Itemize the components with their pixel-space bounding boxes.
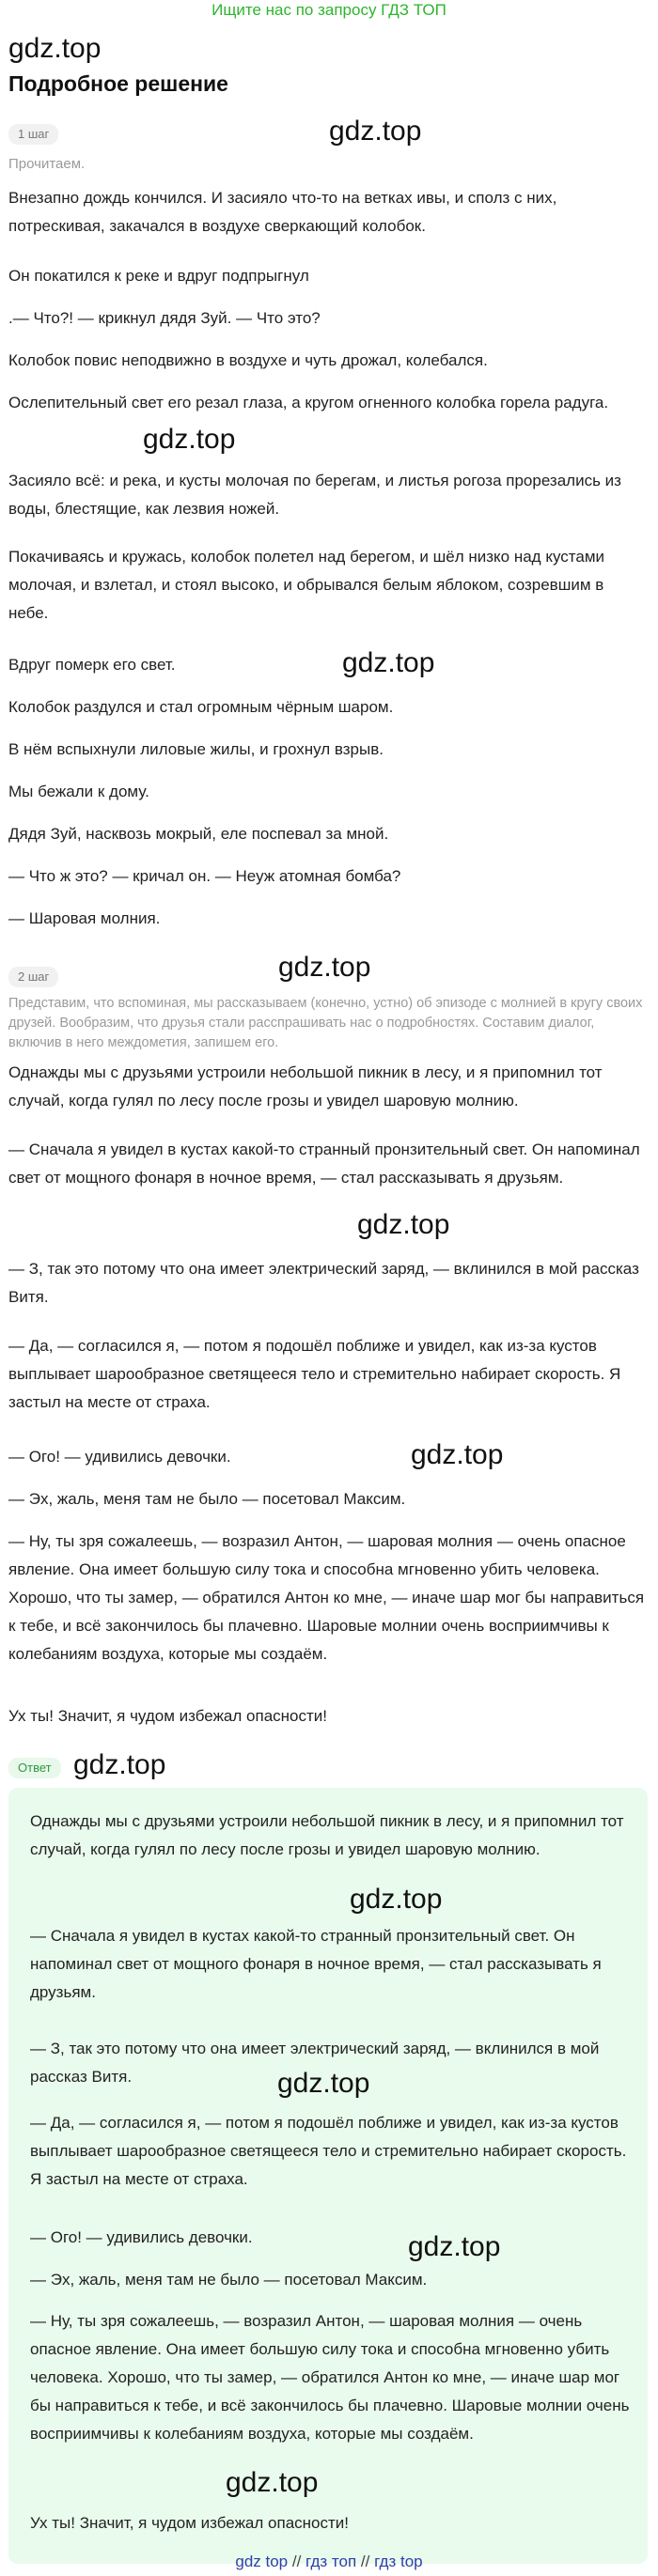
- watermark-logo: gdz.top: [357, 1209, 450, 1240]
- text-paragraph: .— Что?! — крикнул дядя Зуй. — Что это?: [8, 309, 321, 327]
- step-badge-1: 1 шаг: [8, 124, 58, 145]
- footer-links: [0, 2550, 658, 2574]
- step-hint-2: Представим, что вспоминая, мы рассказываем (конечно, устно) об эпизоде с молнией в кругу своих друзей. Вообразим, что друзья стали расспрашивать нас о подробностях. Составим диалог, включив в него междометия, запишем его.: [8, 996, 643, 1050]
- text-paragraph: Колобок раздулся и стал огромным чёрным шаром.: [8, 698, 394, 716]
- text-paragraph: Дядя Зуй, насквозь мокрый, еле поспевал за мной.: [8, 825, 389, 843]
- footer-separator: //: [291, 2553, 302, 2570]
- answer-paragraph: Ух ты! Значит, я чудом избежал опасности!: [30, 2514, 349, 2532]
- page-title: Подробное решение: [8, 71, 228, 96]
- text-paragraph: В нём вспыхнули лиловые жилы, и грохнул взрыв.: [8, 740, 384, 758]
- watermark-logo: gdz.top: [408, 2231, 501, 2262]
- watermark-logo: gdz.top: [329, 116, 422, 147]
- answer-paragraph: — Да, — согласился я, — потом я подошёл поближе и увидел, как из-за кустов выплывает шарообразное светящееся тело и стремительно набирает скорость. Я застыл на месте от страха.: [30, 2114, 627, 2188]
- watermark-logo: gdz.top: [226, 2467, 319, 2498]
- text-paragraph: — Эх, жаль, меня там не было — посетовал Максим.: [8, 1490, 406, 1508]
- watermark-logo: gdz.top: [350, 1884, 443, 1915]
- text-paragraph: Однажды мы с друзьями устроили небольшой пикник в лесу, и я припомнил тот случай, когда гулял по лесу после грозы и увидел шаровую молнию.: [8, 1063, 603, 1110]
- text-paragraph: Ослепительный свет его резал глаза, а кругом огненного колобка горела радуга.: [8, 394, 609, 411]
- text-paragraph: — Ну, ты зря сожалеешь, — возразил Антон, — шаровая молния — очень опасное явление. Она имеет большую силу тока и способна мгновенно убить человека. Хорошо, что ты замер, — обратился Антон ко мне, — иначе шар мог бы направиться к тебе, и всё закончилось бы плачевно. Шаровые молнии очень восприимчивы к колебаниям воздуха, которые мы создаём.: [8, 1532, 645, 1663]
- text-paragraph: — Да, — согласился я, — потом я подошёл поближе и увидел, как из-за кустов выплывает шарообразное светящееся тело и стремительно набирает скорость. Я застыл на месте от страха.: [8, 1337, 621, 1411]
- watermark-logo: gdz.top: [278, 952, 371, 983]
- text-paragraph: — З, так это потому что она имеет электрический заряд, — вклинился в мой рассказ Витя.: [8, 1260, 639, 1306]
- text-paragraph: Колобок повис неподвижно в воздухе и чуть дрожал, колебался.: [8, 351, 488, 369]
- step-hint-1: Прочитаем.: [8, 156, 86, 172]
- text-paragraph: Он покатился к реке и вдруг подпрыгнул: [8, 267, 309, 285]
- footer-separator: //: [360, 2553, 370, 2570]
- search-banner-link[interactable]: Ищите нас по запросу ГДЗ ТОП: [212, 1, 446, 19]
- footer-link-gdz-top[interactable]: gdz top: [235, 2553, 289, 2570]
- watermark-logo: gdz.top: [342, 647, 435, 678]
- watermark-logo: gdz.top: [8, 33, 102, 64]
- text-paragraph: — Шаровая молния.: [8, 909, 161, 927]
- answer-paragraph: — Ого! — удивились девочки.: [30, 2228, 253, 2246]
- watermark-logo: gdz.top: [73, 1749, 166, 1780]
- answer-paragraph: Однажды мы с друзьями устроили небольшой пикник в лесу, и я припомнил тот случай, когда гулял по лесу после грозы и увидел шаровую молнию.: [30, 1812, 624, 1858]
- answer-paragraph: — Эх, жаль, меня там не было — посетовал Максим.: [30, 2271, 428, 2289]
- watermark-logo: gdz.top: [411, 1439, 504, 1470]
- answer-paragraph: — З, так это потому что она имеет электрический заряд, — вклинился в мой рассказ Витя.: [30, 2040, 600, 2086]
- text-paragraph: — Ого! — удивились девочки.: [8, 1448, 231, 1466]
- text-paragraph: Вдруг померк его свет.: [8, 656, 176, 674]
- text-paragraph: Покачиваясь и кружась, колобок полетел над берегом, и шёл низко над кустами молочая, и взлетал, и стоял высоко, и обрывался белым яблоком, созревшим в небе.: [8, 548, 604, 622]
- text-paragraph: Ух ты! Значит, я чудом избежал опасности!: [8, 1707, 327, 1725]
- answer-badge: Ответ: [8, 1758, 61, 1778]
- footer-link-gdz-top-ru[interactable]: гдз топ: [306, 2553, 357, 2570]
- text-paragraph: — Что ж это? — кричал он. — Неуж атомная бомба?: [8, 867, 401, 885]
- text-paragraph: Внезапно дождь кончился. И засияло что-то на ветках ивы, и сполз с них, потрескивая, закачался в воздухе сверкающий колобок.: [8, 189, 557, 235]
- step-badge-2: 2 шаг: [8, 967, 58, 987]
- answer-paragraph: — Ну, ты зря сожалеешь, — возразил Антон, — шаровая молния — очень опасное явление. Она имеет большую силу тока и способна мгновенно убить человека. Хорошо, что ты замер, — обратился Антон ко мне, — иначе шар мог бы направиться к тебе, и всё закончилось бы плачевно. Шаровые молнии очень восприимчивы к колебаниям воздуха, которые мы создаём.: [30, 2312, 630, 2443]
- answer-paragraph: — Сначала я увидел в кустах какой-то странный пронзительный свет. Он напоминал свет от мощного фонаря в ночное время, — стал рассказывать я друзьям.: [30, 1927, 602, 2001]
- watermark-logo: gdz.top: [277, 2068, 370, 2099]
- text-paragraph: — Сначала я увидел в кустах какой-то странный пронзительный свет. Он напоминал свет от мощного фонаря в ночное время, — стал рассказывать я друзьям.: [8, 1141, 640, 1187]
- footer-link-gdz-top-mixed[interactable]: гдз top: [374, 2553, 423, 2570]
- watermark-logo: gdz.top: [143, 424, 236, 455]
- text-paragraph: Засияло всё: и река, и кусты молочая по берегам, и листья рогоза прорезались из воды, блестящие, как лезвия ножей.: [8, 472, 621, 518]
- text-paragraph: Мы бежали к дому.: [8, 783, 149, 800]
